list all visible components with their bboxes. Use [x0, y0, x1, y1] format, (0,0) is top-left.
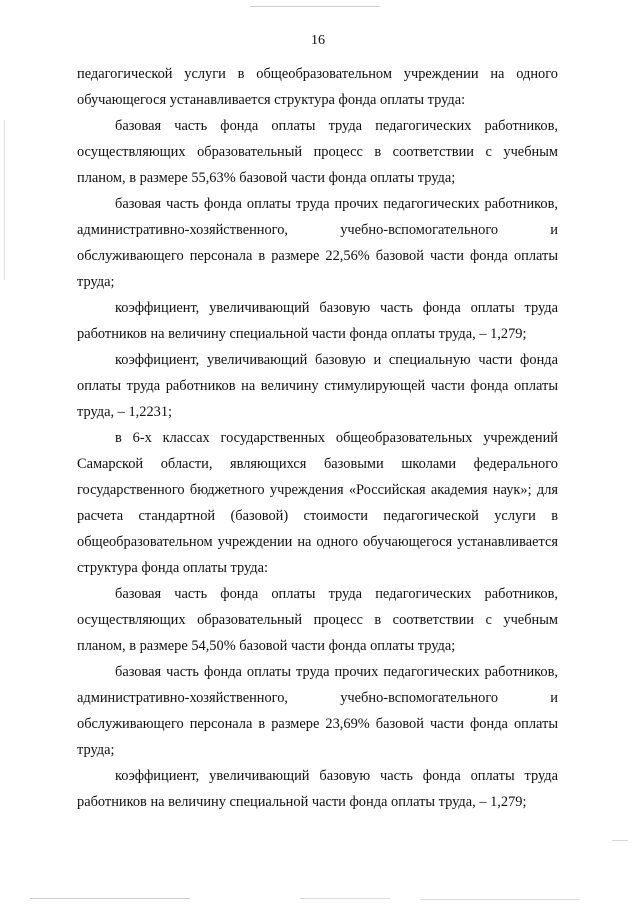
paragraph-continuation: педагогической услуги в общеобразовательном учреждении на одного обучающегося устанавливается структура фонда оплаты труда:: [77, 66, 558, 108]
page-number: 16: [311, 33, 325, 48]
paragraph: базовая часть фонда оплаты труда прочих педагогических работников, административно-хозяйственного, учебно-вспомогательного и обслуживающего персонала в размере 23,69% базовой части фонда оплаты труда;: [77, 664, 558, 758]
paragraph: коэффициент, увеличивающий базовую часть фонда оплаты труда работников на величину специальной части фонда оплаты труда, – 1,279;: [77, 300, 558, 342]
paragraph: базовая часть фонда оплаты труда прочих педагогических работников, административно-хозяйственного, учебно-вспомогательного и обслуживающего персонала в размере 22,56% базовой части фонда оплаты труда;: [77, 196, 558, 290]
paragraph: базовая часть фонда оплаты труда педагогических работников, осуществляющих образовательный процесс в соответствии с учебным планом, в размере 54,50% базовой части фонда оплаты труда;: [77, 586, 558, 654]
paragraph: базовая часть фонда оплаты труда педагогических работников, осуществляющих образовательный процесс в соответствии с учебным планом, в размере 55,63% базовой части фонда оплаты труда;: [77, 118, 558, 186]
scan-artifact-bottom-mid: [300, 898, 390, 899]
paragraph: коэффициент, увеличивающий базовую часть фонда оплаты труда работников на величину специальной части фонда оплаты труда, – 1,279;: [77, 768, 558, 810]
paragraph: коэффициент, увеличивающий базовую и специальную части фонда оплаты труда работников на величину стимулирующей части фонда оплаты труда, – 1,2231;: [77, 352, 558, 420]
scan-artifact-bottom-left: [30, 898, 190, 899]
document-body: [77, 61, 558, 815]
scan-artifact-top: [250, 6, 380, 7]
paragraph: в 6-х классах государственных общеобразовательных учреждений Самарской области, являющихся базовыми школами федерального государственного бюджетного учреждения «Российская академия наук»; для расчета стандартной (базовой) стоимости педагогической услуги в общеобразовательном учреждении на одного обучающегося устанавливается структура фонда оплаты труда:: [77, 430, 558, 576]
scan-artifact-right: [612, 840, 628, 841]
scan-artifact-left: [4, 120, 5, 280]
scan-artifact-bottom-right: [420, 899, 580, 900]
